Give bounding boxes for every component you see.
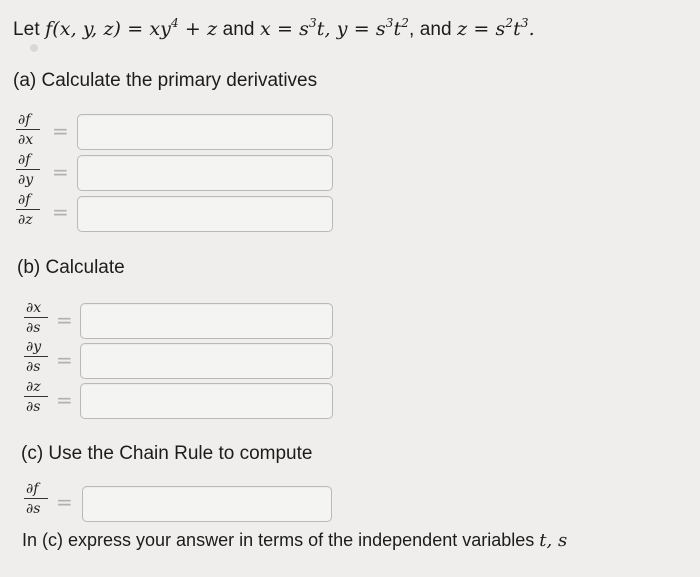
partial-x-s-fraction: ∂x ∂s [24, 301, 52, 335]
partial-z-s-fraction: ∂z ∂s [24, 380, 52, 414]
partial-f-y-fraction: ∂f ∂y [16, 153, 44, 187]
equals-sign: = [56, 490, 73, 514]
partial-f-s-fraction: ∂f ∂s [24, 482, 52, 516]
and-text: and [222, 19, 255, 40]
equals-sign: = [56, 388, 73, 412]
answer-instruction: In (c) express your answer in terms of the independent variables t, s [22, 530, 568, 551]
answer-dz-ds[interactable] [80, 383, 333, 419]
z-definition: $z = s^2t^3$. [457, 16, 535, 40]
equals-sign: = [52, 119, 69, 143]
partial-y-s-fraction: ∂y ∂s [24, 340, 52, 374]
answer-dy-ds[interactable] [80, 343, 333, 379]
let-text: Let [13, 19, 40, 40]
function-definition: f(x, y, $z) = xy^4 + z$ [45, 16, 218, 40]
part-a-label: (a) Calculate the primary derivatives [13, 70, 318, 91]
answer-dx-ds[interactable] [80, 303, 333, 339]
partial-f-x-fraction: ∂f ∂x [16, 113, 44, 147]
part-b-label: (b) Calculate [17, 257, 125, 278]
part-c-label: (c) Use the Chain Rule to compute [21, 443, 313, 464]
comma-and-text: , and [408, 19, 452, 40]
independent-variables: t, s [539, 530, 568, 551]
partial-f-z-fraction: ∂f ∂z [16, 193, 44, 227]
smudge-mark [30, 44, 38, 52]
equals-sign: = [56, 308, 73, 332]
equals-sign: = [52, 200, 69, 224]
answer-df-dz[interactable] [77, 196, 333, 232]
substitution-definitions: $x = s^3t$, $y = s^3t^2$ [259, 16, 409, 40]
equals-sign: = [52, 160, 69, 184]
equals-sign: = [56, 348, 73, 372]
answer-df-dx[interactable] [77, 114, 333, 150]
answer-df-ds[interactable] [82, 486, 332, 522]
answer-df-dy[interactable] [77, 155, 333, 191]
problem-statement [13, 18, 535, 41]
